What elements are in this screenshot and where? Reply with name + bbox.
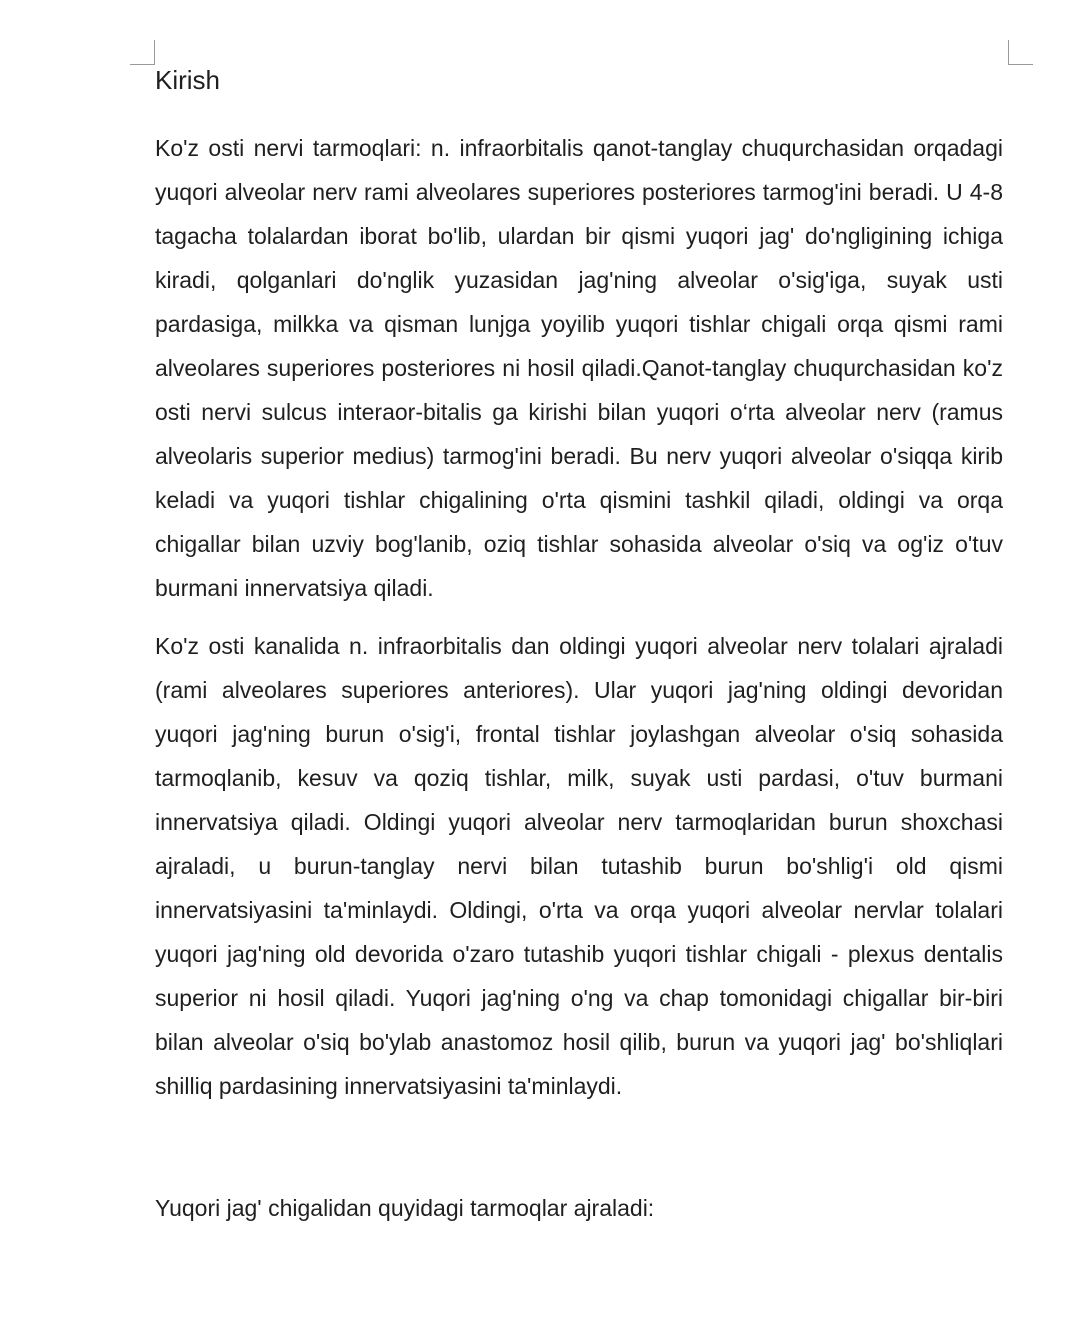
page-corner-mark-top-right [1008, 40, 1033, 65]
document-paragraph: Ko'z osti nervi tarmoqlari: n. infraorbitalis qanot-tanglay chuqurchasidan orqadagi yuqori alveolar nerv rami alveolares superiores posteriores tarmog'ini beradi. U 4-8 tagacha tolalardan iborat bo'lib, ulardan bir qismi yuqori jag' do'ngligining ichiga kiradi, qolganlari do'nglik yuzasidan jag'ning alveolar o'sig'iga, suyak usti pardasiga, milkka va qisman lunjga yoyilib yuqori tishlar chigali orqa qismi rami alveolares superiores posteriores ni hosil qiladi.Qanot-tanglay chuqurchasidan ko'z osti nervi sulcus interaor-bitalis ga kirishi bilan yuqori o‘rta alveolar nerv (ramus alveolaris superior medius) tarmog'ini beradi. Bu nerv yuqori alveolar o'siqqa kirib keladi va yuqori tishlar chigalining o'rta qismini tashkil qiladi, oldingi va orqa chigallar bilan uzviy bog'lanib, oziq tishlar sohasida alveolar o'siq va og'iz o'tuv burmani innervatsiya qiladi. [155, 135, 1003, 601]
page-corner-mark-top-left [130, 40, 155, 65]
document-paragraph: Yuqori jag' chigalidan quyidagi tarmoqlar ajraladi: [155, 1195, 655, 1221]
document-paragraph: Ko'z osti kanalida n. infraorbitalis dan oldingi yuqori alveolar nerv tolalari ajraladi (rami alveolares superiores anteriores). Ular yuqori jag'ning oldingi devoridan yuqori jag'ning burun o'sig'i, frontal tishlar joylashgan alveolar o'siq sohasida tarmoqlanib, kesuv va qoziq tishlar, milk, suyak usti pardasi, o'tuv burmani innervatsiya qiladi. Oldingi yuqori alveolar nerv tarmoqlaridan burun shoxchasi ajraladi, u burun-tanglay nervi bilan tutashib burun bo'shlig'i old qismi innervatsiyasini ta'minlaydi. Oldingi, o'rta va orqa yuqori alveolar nervlar tolalari yuqori jag'ning old devorida o'zaro tutashib yuqori tishlar chigali - plexus dentalis superior ni hosil qiladi. Yuqori jag'ning o'ng va chap tomonidagi chigallar bir-biri bilan alveolar o'siq bo'ylab anastomoz hosil qilib, burun va yuqori jag' bo'shliqlari shilliq pardasining innervatsiyasini ta'minlaydi. [155, 633, 1003, 1099]
document-heading: Kirish [155, 65, 221, 95]
document-page [155, 60, 1003, 1244]
